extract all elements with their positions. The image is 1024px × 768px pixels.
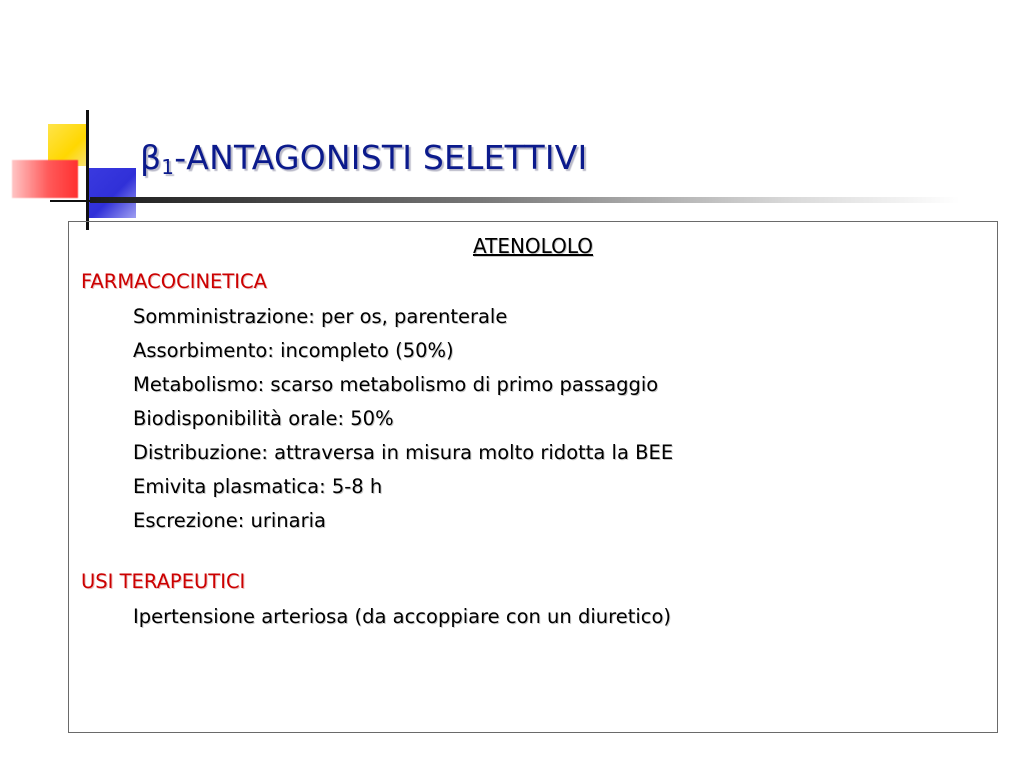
logo-vertical-line [86,110,89,230]
drug-name-heading: ATENOLOLO [472,234,594,258]
title-beta-symbol: β [140,138,162,177]
decorative-logo [0,100,140,230]
list-item: Emivita plasmatica: 5-8 h [133,475,383,498]
list-item: Escrezione: urinaria [133,509,326,532]
slide-title [140,138,587,177]
list-item: Assorbimento: incompleto (50%) [133,339,454,362]
logo-blue-square [86,168,136,218]
list-item: Somministrazione: per os, parenterale [133,305,508,328]
list-item: Ipertensione arteriosa (da accoppiare con un diuretico) [133,605,672,628]
title-text: -ANTAGONISTI SELETTIVI [174,138,588,177]
logo-red-square [12,160,78,198]
section-heading-usi-terapeutici: USI TERAPEUTICI [81,570,246,593]
title-underline-rule [90,197,960,203]
content-box [68,221,998,733]
list-item: Metabolismo: scarso metabolismo di primo passaggio [133,373,659,396]
list-item: Biodisponibilità orale: 50% [133,407,394,430]
list-item: Distribuzione: attraversa in misura molto ridotta la BEE [133,441,674,464]
title-subscript: 1 [161,155,175,179]
section-heading-farmacocinetica: FARMACOCINETICA [81,270,267,293]
